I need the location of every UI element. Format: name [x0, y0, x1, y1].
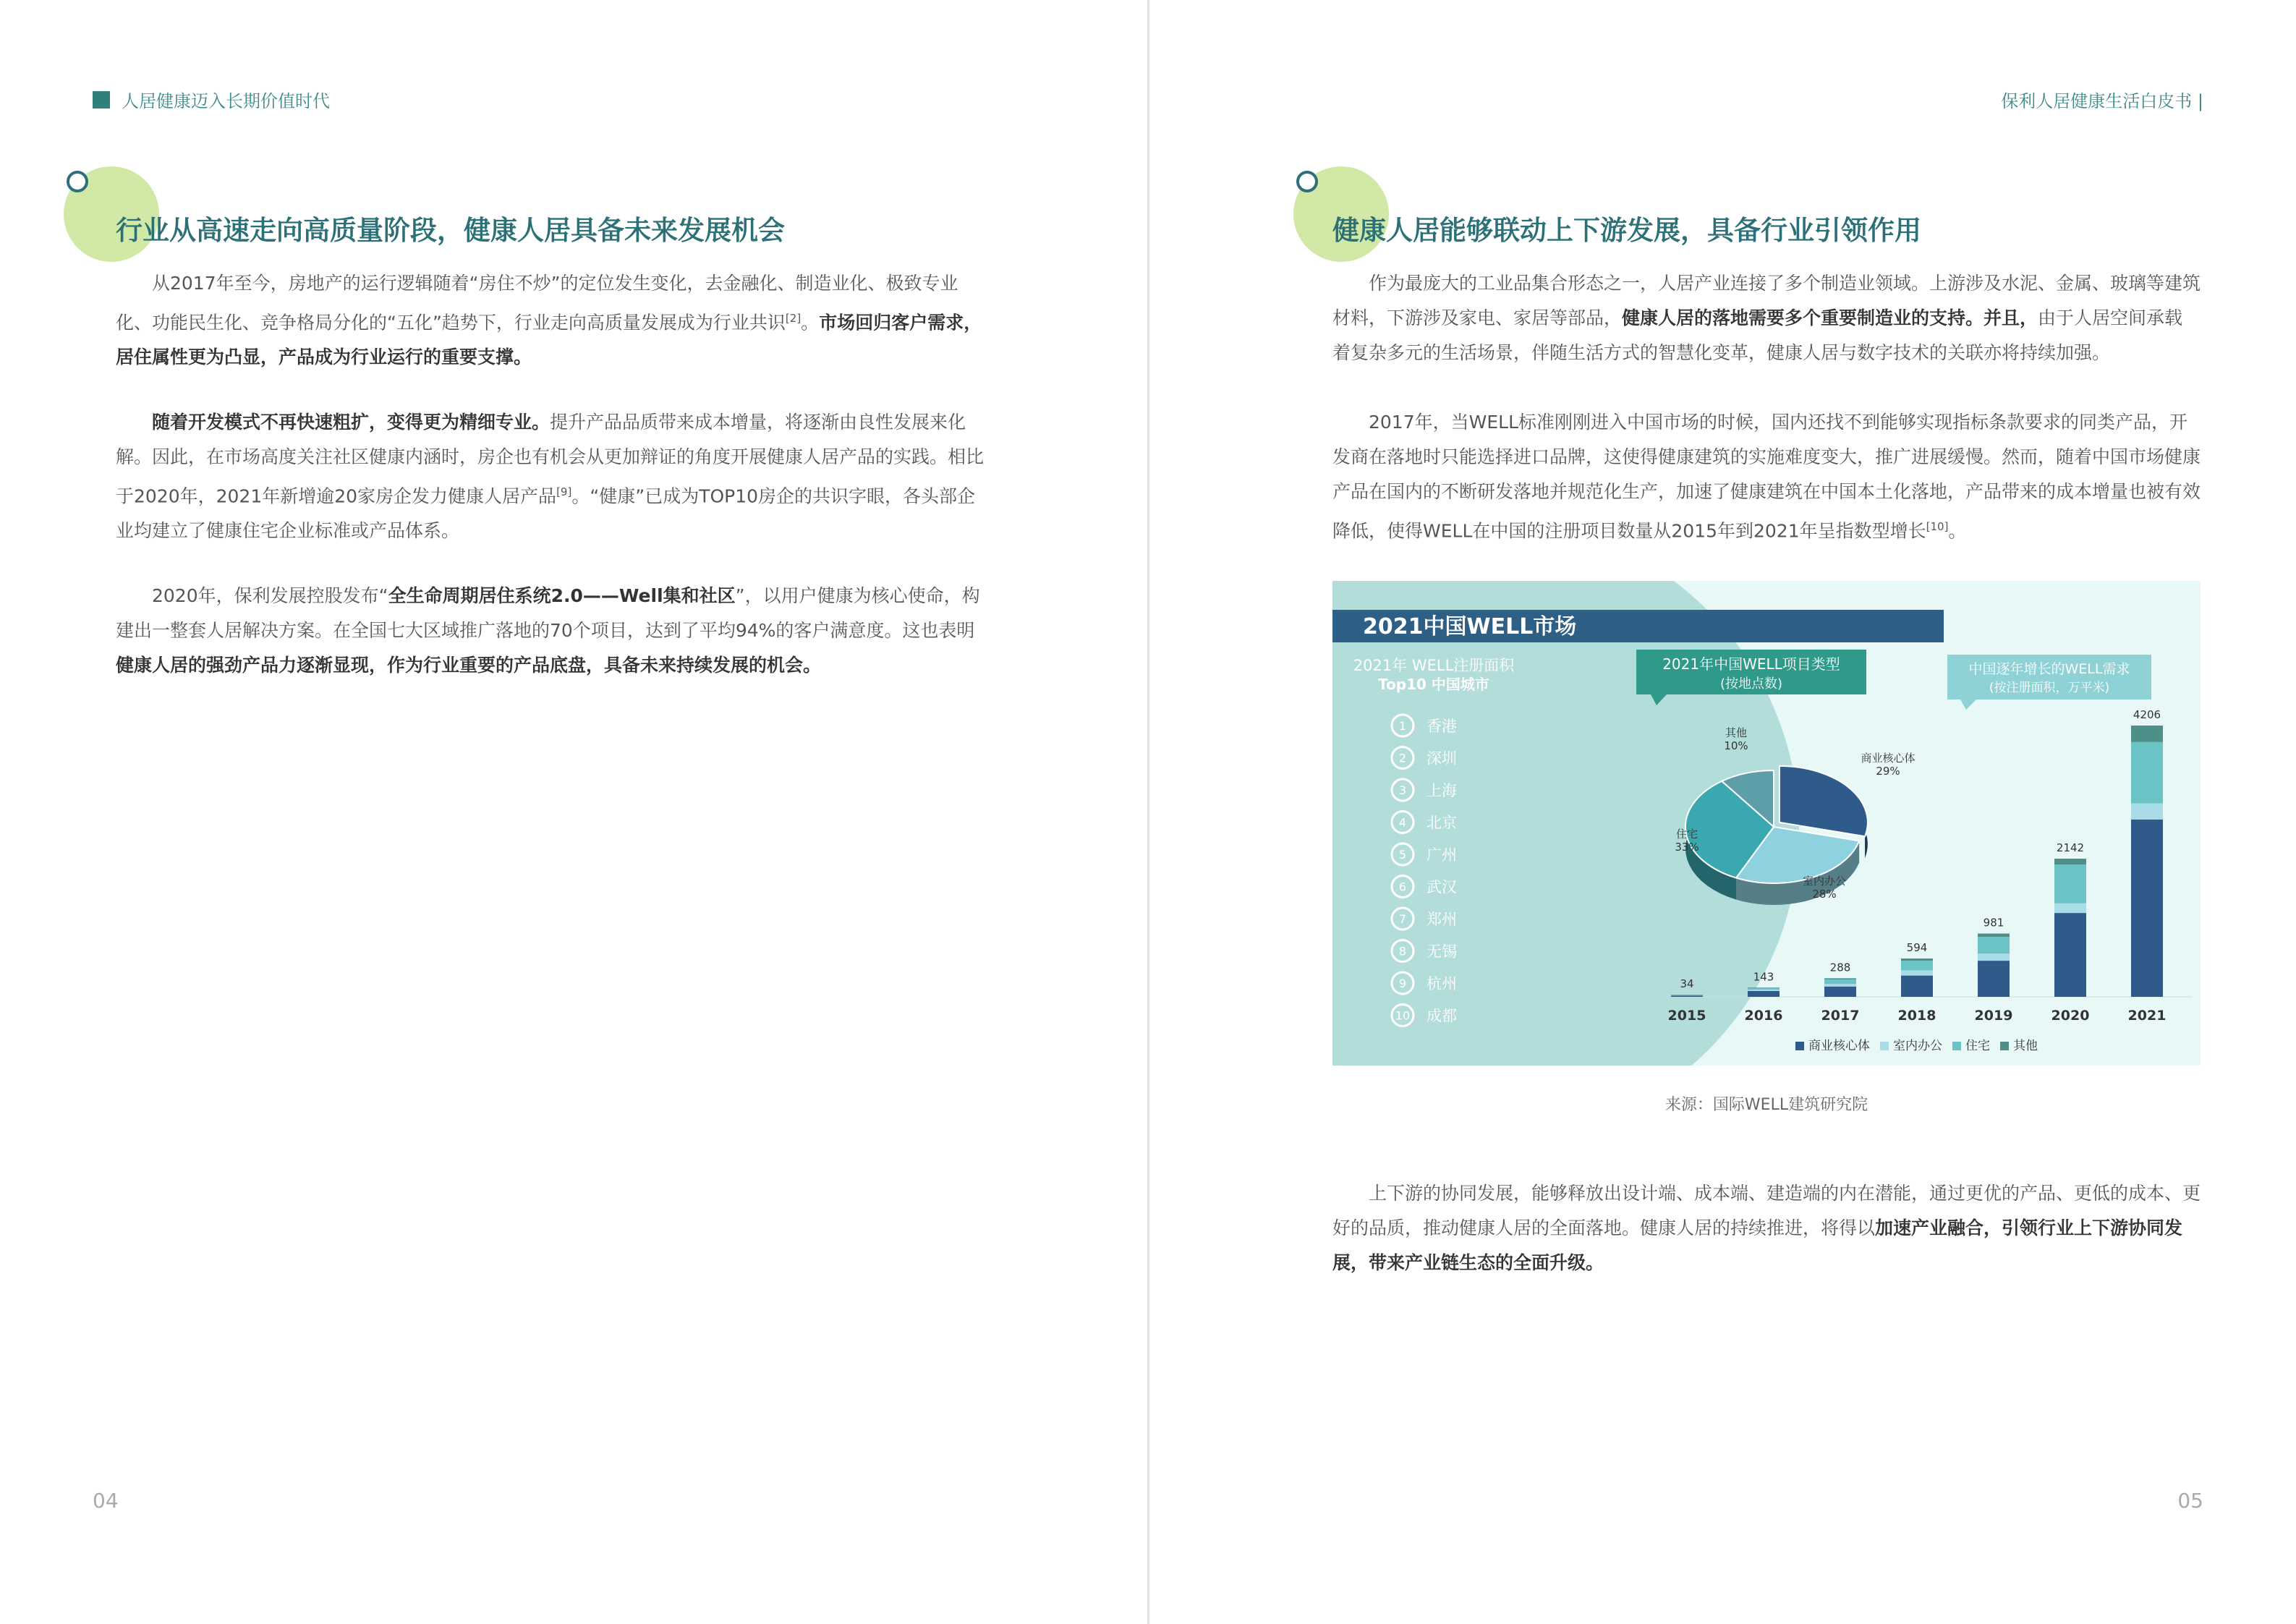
pie-value-label: 33%: [1675, 841, 1699, 854]
pie-label: 其他: [1725, 726, 1748, 739]
bar-category-label: 2017: [1821, 1008, 1860, 1024]
bar-total-label: 143: [1753, 970, 1774, 984]
legend-item: [2000, 1035, 2038, 1053]
legend-label: 其他: [2013, 1039, 2038, 1053]
city-rank-number: 3: [1398, 783, 1407, 797]
bar-category-label: 2015: [1667, 1008, 1706, 1024]
bar-segment-室内办公: [2131, 804, 2163, 820]
legend-label: 室内办公: [1893, 1039, 1942, 1053]
bar-segment-室内办公: [1671, 995, 1703, 996]
city-name: 北京: [1427, 814, 1457, 832]
chart-canvas: [1332, 581, 2201, 1066]
legend-swatch: [1795, 1042, 1804, 1050]
bar-segment-住宅: [2054, 864, 2086, 903]
bar-segment-其他: [1824, 978, 1856, 979]
bar-segment-住宅: [1824, 979, 1856, 984]
legend-label: 商业核心体: [1808, 1039, 1870, 1053]
bar-segment-商业核心体: [1978, 961, 2010, 997]
pie-value-label: 28%: [1812, 888, 1837, 901]
city-rank-number: 4: [1398, 815, 1407, 830]
right-header-text: 保利人居健康生活白皮书 |: [2001, 91, 2203, 111]
left-header-text: 人居健康迈入长期价值时代: [122, 91, 330, 111]
bar-total-label: 594: [1906, 941, 1928, 955]
right-paragraph-3: 上下游的协同发展，能够释放出设计端、成本端、建造端的内在潜能，通过更优的产品、更低的成本、更好的品质，推动健康人居的全面落地。健康人居的持续推进，将得以加速产业融合，引领行业上下游协同发展，带来产业链生态的全面升级。: [1332, 1183, 2201, 1273]
city-rank-number: 5: [1398, 848, 1407, 862]
left-paragraph-1: 从2017年至今，房地产的运行逻辑随着“房住不炒”的定位发生变化，去金融化、制造业化、极致专业化、功能民生化、竞争格局分化的“五化”趋势下，行业走向高质量发展成为行业共识[2]。市场回归客户需求，居住属性更为凸显，产品成为行业运行的重要支撑。: [116, 273, 982, 368]
pie-label: 住宅: [1675, 828, 1698, 841]
bar-segment-其他: [1901, 958, 1933, 961]
city-rank-number: 10: [1395, 1008, 1411, 1023]
bar-segment-室内办公: [1978, 953, 2010, 961]
right-section-title: 健康人居能够联动上下游发展，具备行业引领作用: [1332, 215, 1921, 246]
city-name: 深圳: [1427, 749, 1457, 768]
bar-total-label: 2142: [2056, 841, 2085, 855]
title-ring-icon: [67, 171, 88, 192]
bar-segment-其他: [1978, 934, 2010, 938]
bar-segment-住宅: [1978, 937, 2010, 953]
bar-segment-其他: [2131, 726, 2163, 742]
bar-segment-其他: [2054, 859, 2086, 864]
left-running-header: [93, 87, 330, 112]
bar-segment-室内办公: [1901, 970, 1933, 975]
bar-title-pointer: [1960, 700, 1976, 710]
bar-segment-住宅: [1748, 988, 1780, 990]
bar-legend: [1795, 1035, 2038, 1053]
bar-segment-商业核心体: [1901, 976, 1933, 997]
legend-item: [1795, 1035, 1870, 1053]
well-market-chart: [1332, 581, 2201, 1066]
title-ring-icon: [1296, 171, 1318, 192]
header-square-icon: [93, 91, 110, 109]
city-name: 武汉: [1427, 878, 1457, 896]
chart-title: 2021中国WELL市场: [1363, 614, 1577, 639]
city-rank-number: 6: [1398, 880, 1407, 894]
left-section-title: 行业从高速走向高质量阶段，健康人居具备未来发展机会: [116, 215, 785, 246]
bar-segment-室内办公: [1824, 984, 1856, 987]
bar-total-label: 4206: [2133, 708, 2161, 721]
city-name: 无锡: [1427, 943, 1457, 961]
city-name: 上海: [1427, 782, 1457, 799]
city-subtitle-line-1: 2021年 WELL注册面积: [1353, 657, 1515, 674]
city-rank-number: 7: [1398, 912, 1407, 926]
bar-segment-室内办公: [2054, 904, 2086, 913]
bar-segment-商业核心体: [1748, 991, 1780, 997]
city-name: 郑州: [1427, 911, 1457, 928]
bar-segment-商业核心体: [2054, 913, 2086, 997]
bar-segment-住宅: [1901, 961, 1933, 970]
city-subtitle-line-2: Top10 中国城市: [1378, 676, 1489, 693]
pie-title-line-2: (按地点数): [1719, 676, 1783, 692]
right-page-number: 05: [2177, 1489, 2203, 1513]
legend-swatch: [1880, 1042, 1889, 1050]
city-rank-number: 1: [1398, 719, 1407, 733]
left-paragraph-3: 2020年，保利发展控股发布“全生命周期居住系统2.0——Well集和社区”，以用户健康为核心使命，构建出一整套人居解决方案。在全国七大区域推广落地的70个项目，达到了平均94%的客户满意度。这也表明健康人居的强劲产品力逐渐显现，作为行业重要的产品底盘，具备未来持续发展的机会。: [116, 585, 980, 676]
city-name: 杭州: [1427, 975, 1457, 992]
bar-segment-商业核心体: [2131, 820, 2163, 997]
pie-value-label: 10%: [1724, 739, 1748, 752]
legend-swatch: [1952, 1042, 1961, 1050]
pie-label: 室内办公: [1802, 875, 1847, 888]
bar-category-label: 2016: [1744, 1008, 1783, 1024]
legend-item: [1952, 1035, 1990, 1053]
bar-title-line-2: (按注册面积，万平米): [1989, 681, 2110, 695]
pie-title-line-1: 2021年中国WELL项目类型: [1662, 655, 1840, 673]
bar-segment-其他: [1748, 987, 1780, 988]
legend-label: 住宅: [1965, 1039, 1990, 1053]
city-rank-number: 8: [1398, 944, 1407, 958]
legend-item: [1880, 1035, 1942, 1053]
right-paragraph-1: 作为最庞大的工业品集合形态之一，人居产业连接了多个制造业领域。上游涉及水泥、金属、玻璃等建筑材料，下游涉及家电、家居等部品，健康人居的落地需要多个重要制造业的支持。并且，由于人居空间承载着复杂多元的生活场景，伴随生活方式的智慧化变革，健康人居与数字技术的关联亦将持续加强。: [1332, 273, 2201, 363]
city-rank-number: 9: [1398, 977, 1407, 990]
left-page-number: 04: [93, 1489, 119, 1513]
bar-segment-商业核心体: [1671, 995, 1703, 997]
right-paragraph-2: 2017年，当WELL标准刚刚进入中国市场的时候，国内还找不到能够实现指标条款要求的同类产品，开发商在落地时只能选择进口品牌，这使得健康建筑的实施难度变大，推广进展缓慢。然而，随着中国市场健康产品在国内的不断研发落地并规范化生产，加速了健康建筑在中国本土化落地，产品带来的成本增量也被有效降低，使得WELL在中国的注册项目数量从2015年到2021年呈指数型增长[10]。: [1332, 412, 2201, 542]
city-rank-number: 2: [1398, 751, 1407, 765]
legend-swatch: [2000, 1042, 2009, 1050]
pie-label: 商业核心体: [1861, 752, 1916, 765]
chart-source: 来源：国际WELL建筑研究院: [1664, 1096, 1868, 1114]
city-name: 广州: [1427, 846, 1457, 864]
bar-category-label: 2021: [2127, 1008, 2167, 1024]
bar-category-label: 2018: [1897, 1008, 1936, 1024]
page-spine: [1147, 0, 1149, 1624]
city-name: 香港: [1427, 718, 1457, 735]
bar-segment-室内办公: [1748, 990, 1780, 991]
bar-total-label: 981: [1983, 916, 2004, 930]
city-name: 成都: [1427, 1007, 1457, 1025]
bar-title-line-1: 中国逐年增长的WELL需求: [1968, 661, 2130, 677]
left-paragraph-2: 随着开发模式不再快速粗扩，变得更为精细专业。提升产品品质带来成本增量，将逐渐由良性发展来化解。因此，在市场高度关注社区健康内涵时，房企也有机会从更加辩证的角度开展健康人居产品的实践。相比于2020年，2021年新增逾20家房企发力健康人居产品[9]。“健康”已成为TOP10房企的共识字眼，各头部企业均建立了健康住宅企业标准或产品体系。: [116, 412, 985, 542]
bar-category-label: 2020: [2051, 1008, 2090, 1024]
pie-value-label: 29%: [1876, 765, 1900, 778]
bar-total-label: 34: [1680, 977, 1694, 990]
bar-category-label: 2019: [1974, 1008, 2013, 1024]
bar-segment-商业核心体: [1824, 987, 1856, 997]
bar-segment-住宅: [2131, 742, 2163, 804]
bar-total-label: 288: [1829, 961, 1851, 974]
